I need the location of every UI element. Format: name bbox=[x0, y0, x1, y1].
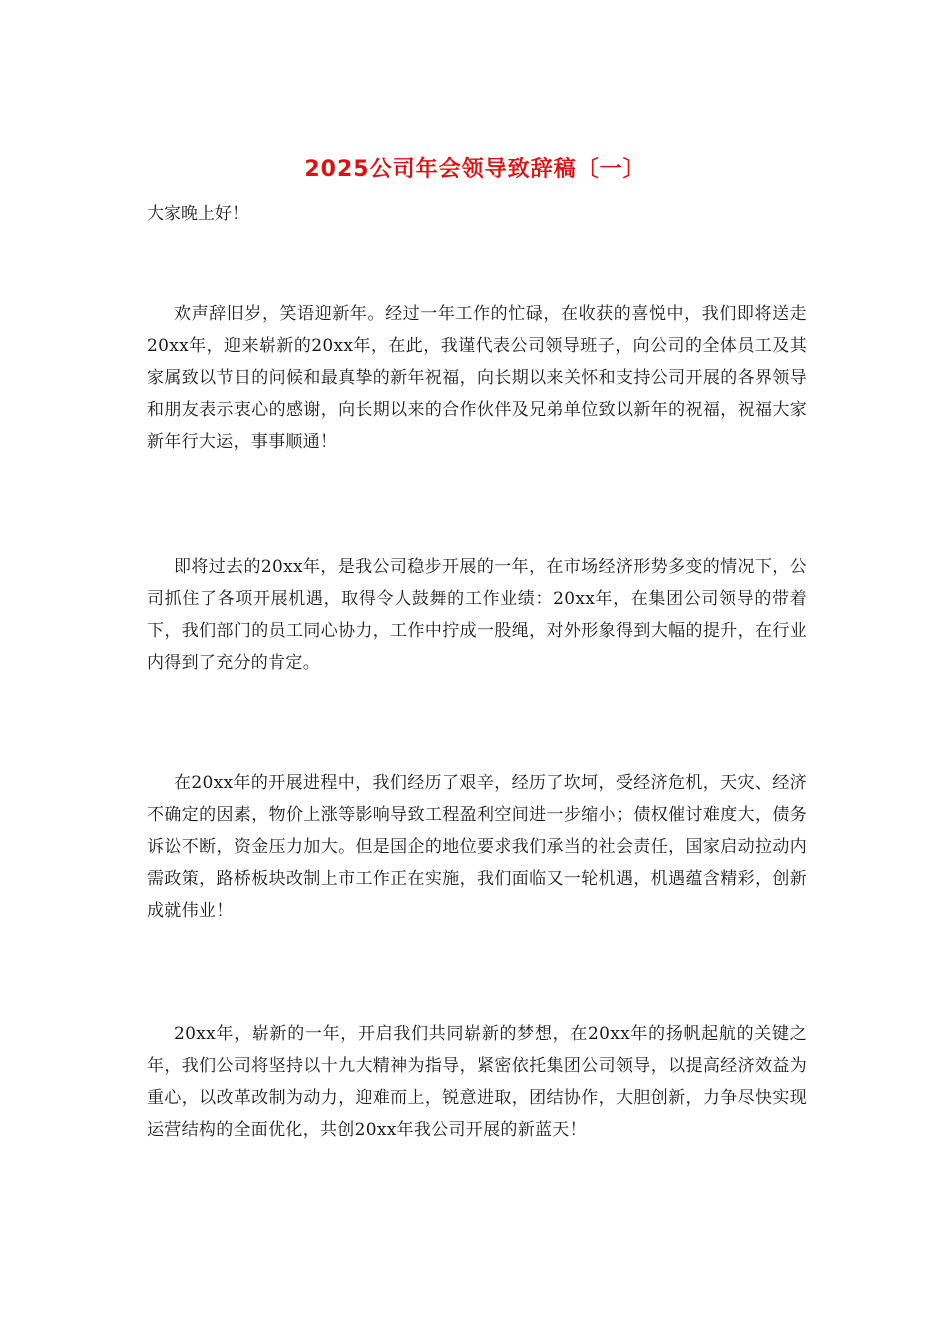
paragraph-2: 即将过去的20xx年，是我公司稳步开展的一年，在市场经济形势多变的情况下，公司抓住了各项开展机遇，取得令人鼓舞的工作业绩：20xx年，在集团公司领导的带着下，我们部门的员工同心协力，工作中拧成一股绳，对外形象得到大幅的提升，在行业内得到了充分的肯定。 bbox=[147, 557, 807, 673]
greeting-line: 大家晚上好！ bbox=[147, 204, 249, 224]
document-title: 2025公司年会领导致辞稿〔一〕 bbox=[304, 157, 646, 182]
paragraph-3: 在20xx年的开展进程中，我们经历了艰辛，经历了坎坷，受经济危机，天灾、经济不确定的因素，物价上涨等影响导致工程盈利空间进一步缩小；债权催讨难度大，债务诉讼不断，资金压力加大。但是国企的地位要求我们承当的社会责任，国家启动拉动内需政策，路桥板块改制上市工作正在实施，我们面临又一轮机遇，机遇蕴含精彩，创新成就伟业！ bbox=[147, 773, 807, 921]
paragraph-1: 欢声辞旧岁，笑语迎新年。经过一年工作的忙碌，在收获的喜悦中，我们即将送走20xx年，迎来崭新的20xx年，在此，我谨代表公司领导班子，向公司的全体员工及其家属致以节日的问候和最真挚的新年祝福，向长期以来关怀和支持公司开展的各界领导和朋友表示衷心的感谢，向长期以来的合作伙伴及兄弟单位致以新年的祝福，祝福大家新年行大运，事事顺通！ bbox=[147, 304, 807, 452]
paragraph-4: 20xx年，崭新的一年，开启我们共同崭新的梦想，在20xx年的扬帆起航的关键之年，我们公司将坚持以十九大精神为指导，紧密依托集团公司领导，以提高经济效益为重心，以改革改制为动力，迎难而上，锐意进取，团结协作，大胆创新，力争尽快实现运营结构的全面优化，共创20xx年我公司开展的新蓝天！ bbox=[147, 1024, 807, 1140]
